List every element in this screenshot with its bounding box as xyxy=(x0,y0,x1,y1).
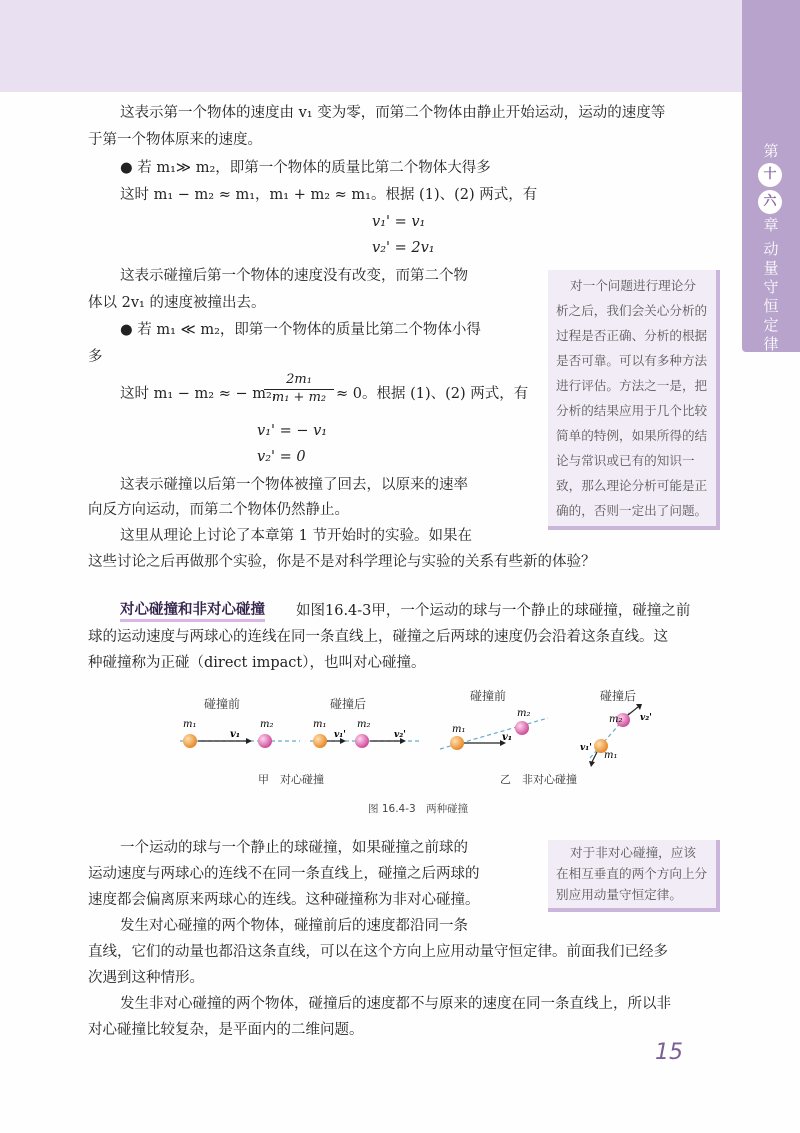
chapter-number-2: 六 xyxy=(758,190,782,214)
section-heading: 对心碰撞和非对心碰撞 xyxy=(120,601,265,622)
label-m1: m₁ xyxy=(604,750,618,761)
note-line: 过程是否正确、分析的根据 xyxy=(556,328,708,343)
velocity-arrow xyxy=(628,707,638,715)
velocity-arrow xyxy=(592,752,597,762)
section-text-line: 种碰撞称为正碰（direct impact），也叫对心碰撞。 xyxy=(88,655,426,671)
ball-m2 xyxy=(355,734,369,748)
header-band xyxy=(0,0,742,92)
note-line: 对于非对心碰撞，应该 xyxy=(570,845,696,860)
note-line: 别应用动量守恒定律。 xyxy=(556,887,682,902)
section-text-line: 球的运动速度与两球心的连线在同一条直线上，碰撞之后两球的速度仍会沿着这条直线。这 xyxy=(88,629,668,645)
fraction-numerator: 2m₁ xyxy=(286,372,312,387)
case-2-intro-b: ≈ 0。根据 (1)、(2) 两式，有 xyxy=(336,386,529,402)
case-2-title: ● 若 m₁ ≪ m₂，即第一个物体的质量比第二个物体小得 xyxy=(120,322,481,338)
label-after-a: 碰撞后 xyxy=(330,697,367,711)
note-line: 是否可靠。可以有多种方法 xyxy=(556,353,708,368)
margin-note xyxy=(548,270,720,530)
label-m2: m₂ xyxy=(517,708,531,719)
body-text-line: 多 xyxy=(88,349,103,365)
body-text-line: 直线，它们的动量也都沿这条直线，可以在这个方向上应用动量守恒定律。前面我们已经多 xyxy=(88,944,668,960)
body-text-line: 次遇到这种情形。 xyxy=(88,970,204,986)
note-line: 析之后，我们会关心分析的 xyxy=(556,303,708,318)
subcaption-b: 乙 非对心碰撞 xyxy=(500,773,577,786)
body-text-line: 对心碰撞比较复杂，是平面内的二维问题。 xyxy=(88,1022,364,1038)
note-line: 分析的结果应用于几个比较 xyxy=(556,403,708,418)
fraction-denominator: m₁ + m₂ xyxy=(264,389,334,406)
ball-m2 xyxy=(258,734,272,748)
label-v2p: v₂' xyxy=(394,730,406,740)
note-line: 对一个问题进行理论分 xyxy=(570,278,696,293)
chapter-title: 动量守恒定律 xyxy=(763,240,779,353)
note-line: 进行评估。方法之一是，把 xyxy=(556,378,708,393)
body-text-line: 于第一个物体原来的速度。 xyxy=(88,132,262,148)
fraction xyxy=(264,372,334,406)
note-line: 致，那么理论分析可能是正 xyxy=(556,478,708,493)
equation: v₁' = − v₁ xyxy=(257,423,328,439)
body-text-line: 这些讨论之后再做那个实验，你是不是对科学理论与实验的关系有些新的体验？ xyxy=(88,554,596,570)
figure-caption: 图 16.4-3 两种碰撞 xyxy=(368,803,469,815)
label-v2p: v₂' xyxy=(640,713,652,723)
label-after-b: 碰撞后 xyxy=(600,689,637,703)
collision-figure xyxy=(160,680,680,815)
chapter-suffix: 章 xyxy=(763,216,779,234)
ball-m1 xyxy=(313,734,327,748)
label-m1: m₁ xyxy=(452,724,466,735)
body-text-line: 向反方向运动，而第二个物体仍然静止。 xyxy=(88,502,349,518)
label-m1: m₁ xyxy=(313,719,327,730)
equation: v₂' = 2v₁ xyxy=(372,240,435,256)
label-m2: m₂ xyxy=(357,719,371,730)
ball-m2 xyxy=(515,721,529,735)
chapter-number-1: 十 xyxy=(758,163,782,187)
label-v1: v₁ xyxy=(230,729,241,740)
label-m2: m₂ xyxy=(260,719,274,730)
label-before-b: 碰撞前 xyxy=(470,689,507,703)
arrowhead xyxy=(636,704,642,710)
ball-m1 xyxy=(183,734,197,748)
note-line: 确的，否则一定出了问题。 xyxy=(556,503,708,518)
body-text-line: 这表示碰撞后第一个物体的速度没有改变，而第二个物 xyxy=(120,268,468,284)
body-text-line: 这里从理论上讨论了本章第 1 节开始时的实验。如果在 xyxy=(120,528,472,544)
label-v1p: v₁' xyxy=(580,743,592,753)
note-line: 论与常识或已有的知识一 xyxy=(556,453,695,468)
subcaption-a: 甲 对心碰撞 xyxy=(258,773,324,786)
label-m1: m₁ xyxy=(183,719,197,730)
chapter-prefix: 第 xyxy=(763,142,779,160)
ball-m1 xyxy=(450,736,464,750)
label-before-a: 碰撞前 xyxy=(204,697,241,711)
body-text-line: 发生非对心碰撞的两个物体，碰撞后的速度都不与原来的速度在同一条直线上，所以非 xyxy=(120,996,671,1012)
equation: v₂' = 0 xyxy=(257,449,306,465)
chapter-tab xyxy=(742,0,800,352)
case-1-intro: 这时 m₁ − m₂ ≈ m₁，m₁ + m₂ ≈ m₁。根据 (1)、(2) 两式，有 xyxy=(120,187,538,203)
margin-note xyxy=(548,840,720,912)
label-v1: v₁ xyxy=(502,732,513,743)
case-2-intro-a: 这时 m₁ − m₂ ≈ − m₂， xyxy=(120,386,287,402)
body-text-line: 这表示第一个物体的速度由 v₁ 变为零，而第二个物体由静止开始运动，运动的速度等 xyxy=(120,105,666,121)
arrowhead xyxy=(589,761,595,767)
body-text-line: 发生对心碰撞的两个物体，碰撞前后的速度都沿同一条 xyxy=(120,918,468,934)
label-v1p: v₁' xyxy=(334,730,346,740)
body-text-line: 体以 2v₁ 的速度被撞出去。 xyxy=(88,295,266,311)
note-line: 简单的特例，如果所得的结 xyxy=(556,428,708,443)
body-text-line: 这表示碰撞以后第一个物体被撞了回去，以原来的速率 xyxy=(120,477,468,493)
equation: v₁' = v₁ xyxy=(372,214,426,230)
arrowhead xyxy=(246,738,252,744)
body-text-line: 一个运动的球与一个静止的球碰撞，如果碰撞之前球的 xyxy=(120,840,468,856)
body-text-line: 运动速度与两球心的连线不在同一条直线上，碰撞之后两球的 xyxy=(88,866,480,882)
section-text-line: 如图16.4-3甲，一个运动的球与一个静止的球碰撞，碰撞之前 xyxy=(296,603,691,619)
label-m2: m₂ xyxy=(609,714,623,725)
body-text-line: 速度都会偏离原来两球心的连线。这种碰撞称为非对心碰撞。 xyxy=(88,892,480,908)
note-line: 在相互垂直的两个方向上分 xyxy=(556,866,708,881)
page-number: 15 xyxy=(655,1040,683,1065)
case-1-title: ● 若 m₁≫ m₂，即第一个物体的质量比第二个物体大得多 xyxy=(120,160,491,176)
